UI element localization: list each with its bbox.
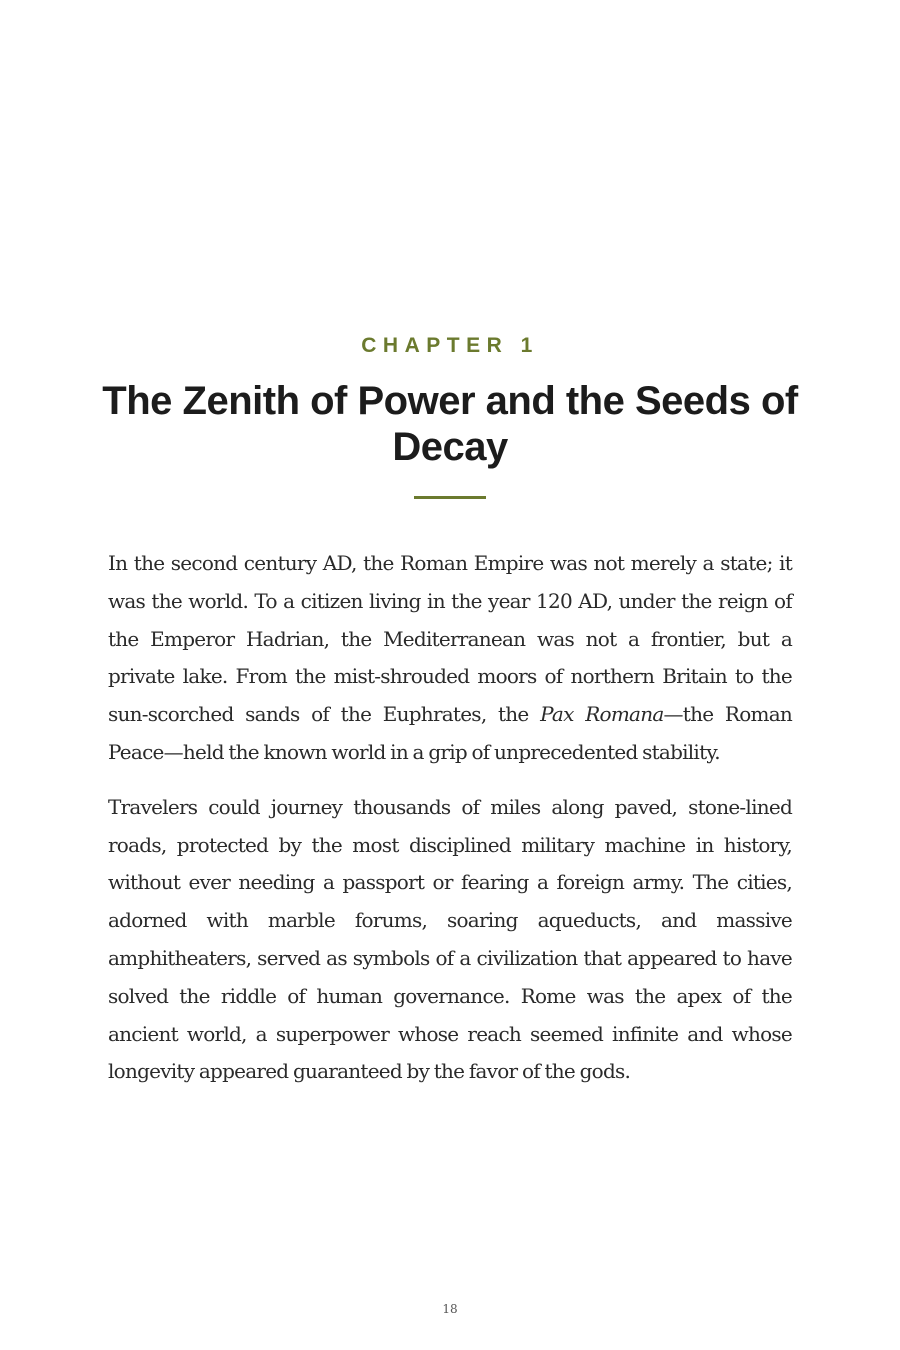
paragraph-1-text-start: In the second century AD, the Roman Empire was not merely a state; it was the world. To a citizen living in the year 120 AD, under the reign of the Emperor Hadrian, the Mediterranean was not a frontier, but a private lake. From the mist-shrouded moors of northern Britain to the sun-scorched sands of the Euphrates, the	[108, 551, 792, 727]
chapter-title: The Zenith of Power and the Seeds of Decay	[102, 379, 798, 469]
chapter-body	[108, 545, 792, 1091]
chapter-label: CHAPTER 1	[361, 334, 539, 357]
paragraph-1-text-end: —the Roman Peace—held the known world in a grip of unprecedented stability.	[108, 702, 792, 764]
title-divider	[414, 496, 486, 499]
page-number: 18	[442, 1302, 458, 1316]
body-paragraph-1	[108, 545, 792, 772]
italic-phrase-pax-romana: Pax Romana	[540, 702, 664, 727]
body-paragraph-2: Travelers could journey thousands of miles along paved, stone-lined roads, protected by the most disciplined military machine in history, without ever needing a passport or fearing a foreign army. The cities, adorned with marble forums, soaring aqueducts, and massive amphitheaters, served as symbols of a civilization that appeared to have solved the riddle of human governance. Rome was the apex of the ancient world, a superpower whose reach seemed infinite and whose longevity appeared guaranteed by the favor of the gods.	[108, 794, 792, 1084]
